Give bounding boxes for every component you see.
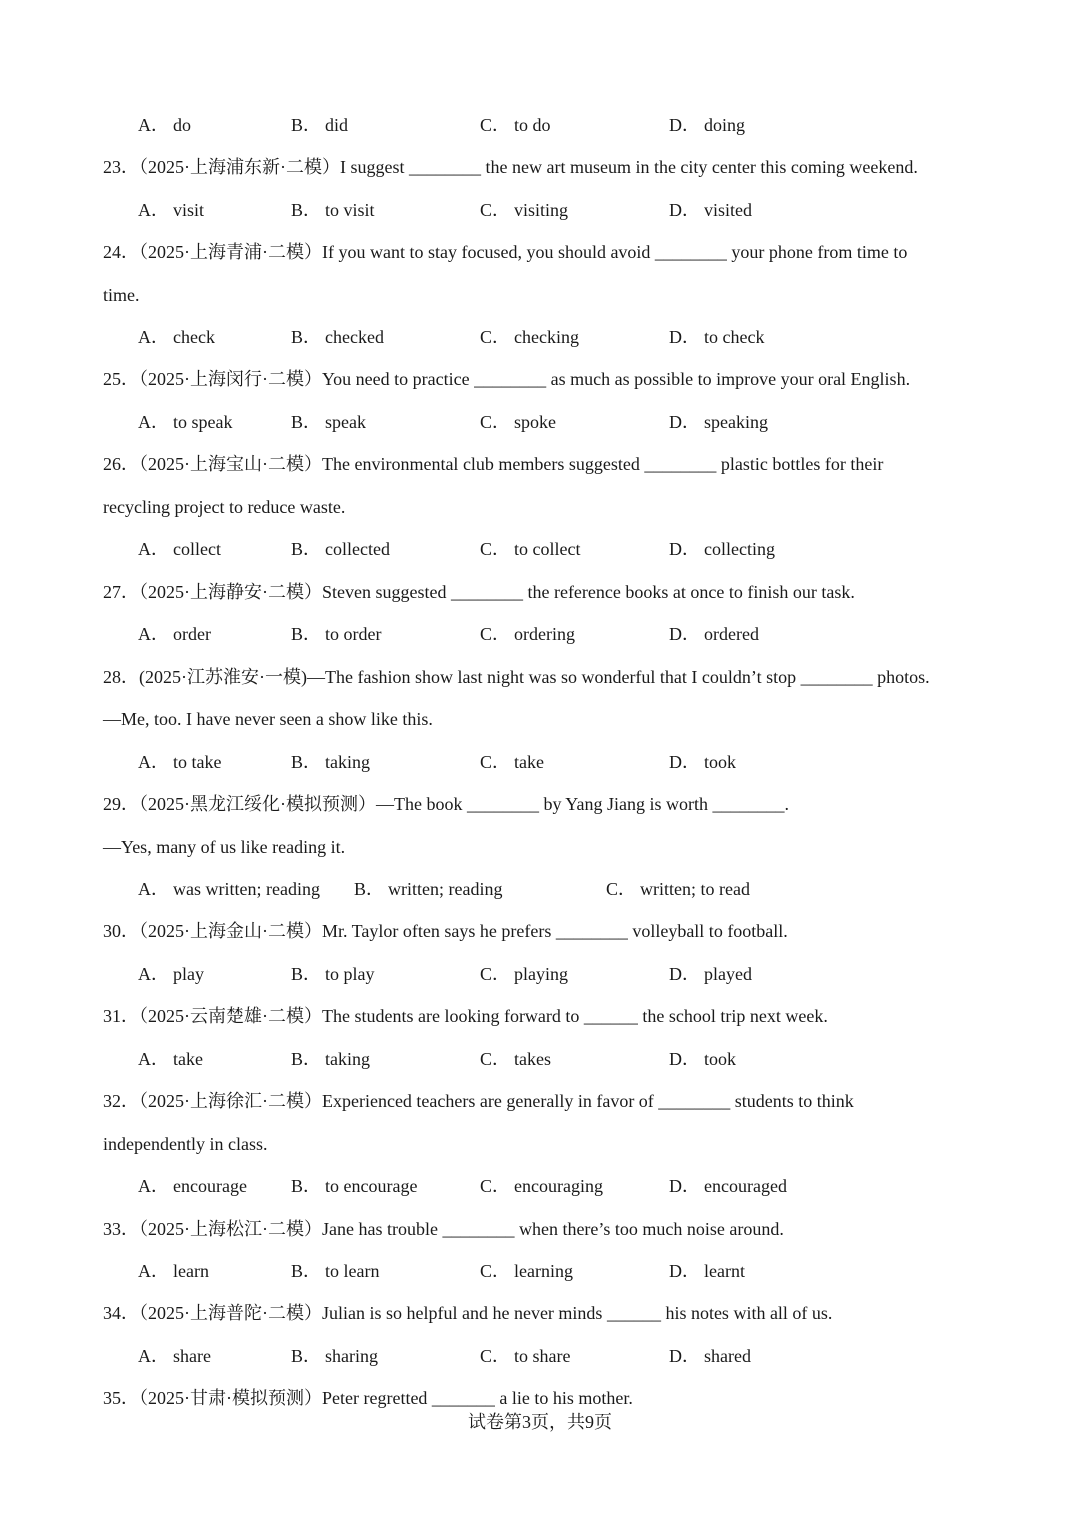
- option-c[interactable]: C． to share: [480, 1346, 571, 1366]
- option-a[interactable]: A． collect: [138, 539, 221, 559]
- option-a[interactable]: A． visit: [138, 200, 205, 220]
- option-c[interactable]: C． to do: [480, 115, 551, 135]
- option-b[interactable]: B． checked: [291, 327, 384, 347]
- option-c[interactable]: C． written; to read: [606, 879, 750, 899]
- option-b[interactable]: B． written; reading: [354, 879, 503, 899]
- option-b[interactable]: B． taking: [291, 752, 371, 772]
- question-23-stem: 23．（2025·上海浦东新·二模）I suggest ________ the new art museum in the city center this coming weekend.: [103, 157, 918, 177]
- option-d[interactable]: D． to check: [669, 327, 765, 347]
- option-c[interactable]: C． learning: [480, 1261, 573, 1281]
- question-28-stem: 28．(2025·江苏淮安·一模)—The fashion show last night was so wonderful that I couldn’t stop ________ photos.: [103, 667, 930, 687]
- page-footer: 试卷第3页，共9页: [468, 1412, 612, 1432]
- question-29-stem: 29．（2025·黑龙江绥化·模拟预测）—The book ________ by Yang Jiang is worth ________.: [103, 794, 789, 814]
- question-29-stem-cont: —Yes, many of us like reading it.: [103, 837, 346, 857]
- question-32-stem-cont: independently in class.: [103, 1134, 268, 1154]
- option-d[interactable]: D． ordered: [669, 624, 759, 644]
- question-25-stem: 25．（2025·上海闵行·二模）You need to practice ________ as much as possible to improve your oral English.: [103, 369, 911, 389]
- option-a[interactable]: A． to take: [138, 752, 222, 772]
- option-d[interactable]: D． took: [669, 1049, 737, 1069]
- option-c[interactable]: C． encouraging: [480, 1176, 603, 1196]
- option-a[interactable]: A． was written; reading: [138, 879, 320, 899]
- question-27-stem: 27．（2025·上海静安·二模）Steven suggested ________ the reference books at once to finish our task.: [103, 582, 855, 602]
- question-24-stem: 24．（2025·上海青浦·二模）If you want to stay focused, you should avoid ________ your phone from time to: [103, 242, 908, 262]
- question-33-stem: 33．（2025·上海松江·二模）Jane has trouble ________ when there’s too much noise around.: [103, 1219, 784, 1239]
- option-b[interactable]: B． collected: [291, 539, 390, 559]
- option-b[interactable]: B． to order: [291, 624, 382, 644]
- option-c[interactable]: C． take: [480, 752, 544, 772]
- option-c[interactable]: C． visiting: [480, 200, 569, 220]
- option-d[interactable]: D． played: [669, 964, 752, 984]
- option-d[interactable]: D． encouraged: [669, 1176, 787, 1196]
- option-a[interactable]: A． encourage: [138, 1176, 247, 1196]
- option-b[interactable]: B． to visit: [291, 200, 375, 220]
- question-32-stem: 32．（2025·上海徐汇·二模）Experienced teachers are generally in favor of ________ students to think: [103, 1091, 854, 1111]
- option-c[interactable]: C． checking: [480, 327, 579, 347]
- question-26-stem-cont: recycling project to reduce waste.: [103, 497, 346, 517]
- option-d[interactable]: D． doing: [669, 115, 746, 135]
- option-d[interactable]: D． visited: [669, 200, 752, 220]
- option-a[interactable]: A． to speak: [138, 412, 233, 432]
- question-34-stem: 34．（2025·上海普陀·二模）Julian is so helpful and he never minds ______ his notes with all of us.: [103, 1303, 833, 1323]
- option-c[interactable]: C． spoke: [480, 412, 557, 432]
- option-a[interactable]: A． share: [138, 1346, 211, 1366]
- option-b[interactable]: B． taking: [291, 1049, 371, 1069]
- option-b[interactable]: B． sharing: [291, 1346, 379, 1366]
- option-c[interactable]: C． ordering: [480, 624, 575, 644]
- option-c[interactable]: C． to collect: [480, 539, 581, 559]
- option-a[interactable]: A． play: [138, 964, 204, 984]
- option-a[interactable]: A． learn: [138, 1261, 209, 1281]
- option-c[interactable]: C． playing: [480, 964, 569, 984]
- question-24-stem-cont: time.: [103, 285, 140, 305]
- option-a[interactable]: A． take: [138, 1049, 203, 1069]
- option-a[interactable]: A． order: [138, 624, 211, 644]
- option-d[interactable]: D． learnt: [669, 1261, 745, 1281]
- question-30-stem: 30．（2025·上海金山·二模）Mr. Taylor often says he prefers ________ volleyball to football.: [103, 921, 788, 941]
- option-b[interactable]: B． to learn: [291, 1261, 380, 1281]
- option-d[interactable]: D． took: [669, 752, 737, 772]
- option-a[interactable]: A． do: [138, 115, 191, 135]
- option-d[interactable]: D． shared: [669, 1346, 751, 1366]
- question-28-stem-cont: —Me, too. I have never seen a show like this.: [103, 709, 433, 729]
- option-b[interactable]: B． to encourage: [291, 1176, 418, 1196]
- option-d[interactable]: D． speaking: [669, 412, 768, 432]
- option-b[interactable]: B． to play: [291, 964, 375, 984]
- option-b[interactable]: B． did: [291, 115, 349, 135]
- question-26-stem: 26．（2025·上海宝山·二模）The environmental club members suggested ________ plastic bottles for their: [103, 454, 884, 474]
- option-b[interactable]: B． speak: [291, 412, 366, 432]
- question-31-stem: 31．（2025·云南楚雄·二模）The students are looking forward to ______ the school trip next week.: [103, 1006, 828, 1026]
- option-a[interactable]: A． check: [138, 327, 215, 347]
- question-35-stem: 35．（2025·甘肃·模拟预测）Peter regretted _______ a lie to his mother.: [103, 1388, 633, 1408]
- option-c[interactable]: C． takes: [480, 1049, 551, 1069]
- option-d[interactable]: D． collecting: [669, 539, 775, 559]
